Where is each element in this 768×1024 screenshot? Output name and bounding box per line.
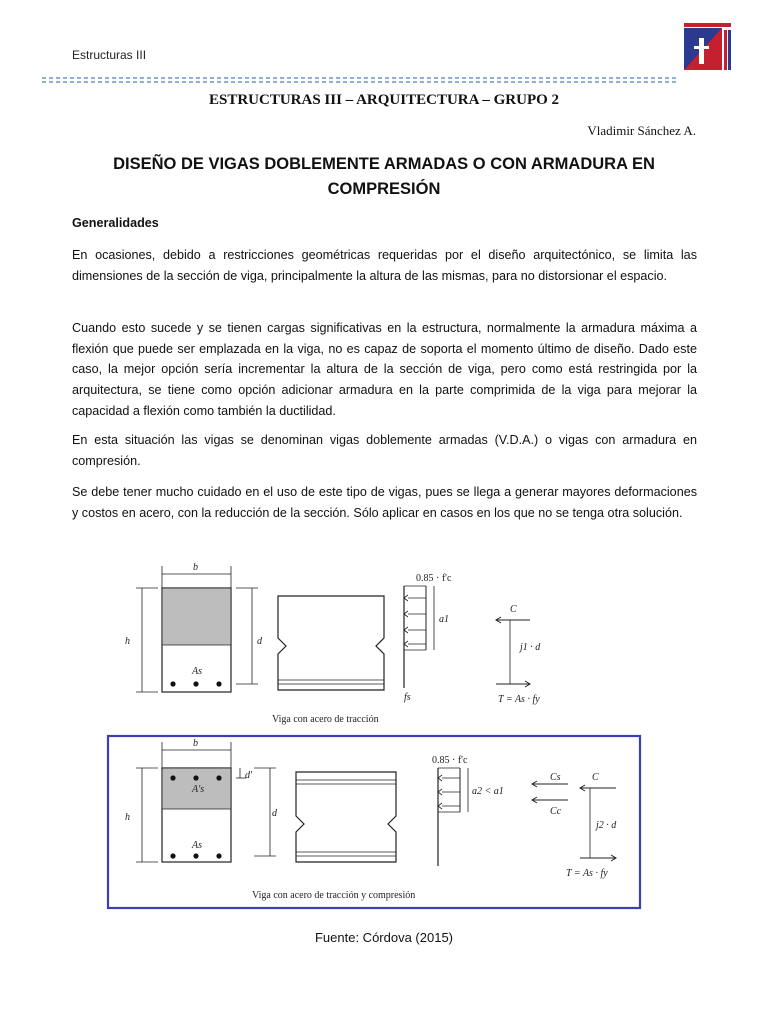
label-d: d bbox=[257, 636, 262, 647]
figure-source: Fuente: Córdova (2015) bbox=[314, 930, 454, 945]
label-as: As bbox=[192, 666, 202, 677]
label-dprime: d' bbox=[245, 770, 253, 781]
university-logo bbox=[683, 22, 733, 74]
course-title: ESTRUCTURAS III – ARQUITECTURA – GRUPO 2 bbox=[208, 92, 560, 108]
label-j2: j2 · d bbox=[596, 820, 617, 831]
label-cs: Cs bbox=[550, 772, 561, 783]
label-c-top: C bbox=[510, 604, 517, 615]
label-as-prime: A's bbox=[192, 784, 205, 795]
label-t-bottom: T = As · fy bbox=[566, 868, 608, 879]
paragraph-2: Cuando esto sucede y se tienen cargas significativas en la estructura, normalmente la armadura máxima a flexión que puede ser emplazada en la viga, no es capaz de soporta el momento último de diseño. Dado este caso, la mejor opción sería incrementar la altura de la sección de viga, pero como está restringida por la arquitectura, se tiene como opción adicionar armadura en la parte comprimida de la viga para mejorar la capacidad a flexión como también la ductilidad. bbox=[72, 321, 697, 418]
paragraph-3: En esta situación las vigas se denominan vigas doblemente armadas (V.D.A.) o vigas con armadura en compresión. bbox=[72, 433, 697, 468]
label-a1: a1 bbox=[439, 614, 449, 625]
label-d-2: d bbox=[272, 808, 277, 819]
label-cc: Cc bbox=[550, 806, 562, 817]
label-b-2: b bbox=[193, 738, 198, 749]
label-b: b bbox=[193, 562, 198, 573]
section-heading: Generalidades bbox=[72, 216, 159, 230]
singly-reinforced-diagram bbox=[125, 562, 541, 725]
label-c-bottom: C bbox=[592, 772, 599, 783]
highlight-frame bbox=[108, 736, 640, 908]
paragraph-1: En ocasiones, debido a restricciones geométricas requeridas por el diseño arquitectónico, se limita las dimensiones de la sección de viga, principalmente la altura de las mismas, para no distorsionar el espacio. bbox=[72, 248, 697, 283]
document-title: DISEÑO DE VIGAS DOBLEMENTE ARMADAS O CON ARMADURA EN COMPRESIÓN bbox=[113, 155, 655, 198]
label-as-2: As bbox=[192, 840, 202, 851]
label-h: h bbox=[125, 636, 130, 647]
label-fs: fs bbox=[404, 692, 411, 703]
label-stress-bottom: 0.85 · f'c bbox=[432, 755, 468, 766]
beam-diagram-figure bbox=[106, 558, 646, 910]
caption-bottom: Viga con acero de tracción y compresión bbox=[252, 890, 416, 901]
label-j1: j1 · d bbox=[520, 642, 541, 653]
header-course-short: Estructuras III bbox=[72, 48, 147, 62]
caption-top: Viga con acero de tracción bbox=[272, 714, 379, 725]
doubly-reinforced-diagram bbox=[125, 738, 617, 901]
author-name: Vladimir Sánchez A. bbox=[587, 123, 696, 138]
label-h-2: h bbox=[125, 812, 130, 823]
label-stress-top: 0.85 · f'c bbox=[416, 573, 452, 584]
label-a2: a2 < a1 bbox=[472, 786, 504, 797]
paragraph-4: Se debe tener mucho cuidado en el uso de este tipo de vigas, pues se llega a generar mayores deformaciones y costos en acero, con la reducción de la sección. Sólo aplicar en casos en los que no se tenga otra solución. bbox=[72, 485, 697, 520]
header-dotted-divider bbox=[42, 76, 678, 84]
label-t-top: T = As · fy bbox=[498, 694, 540, 705]
